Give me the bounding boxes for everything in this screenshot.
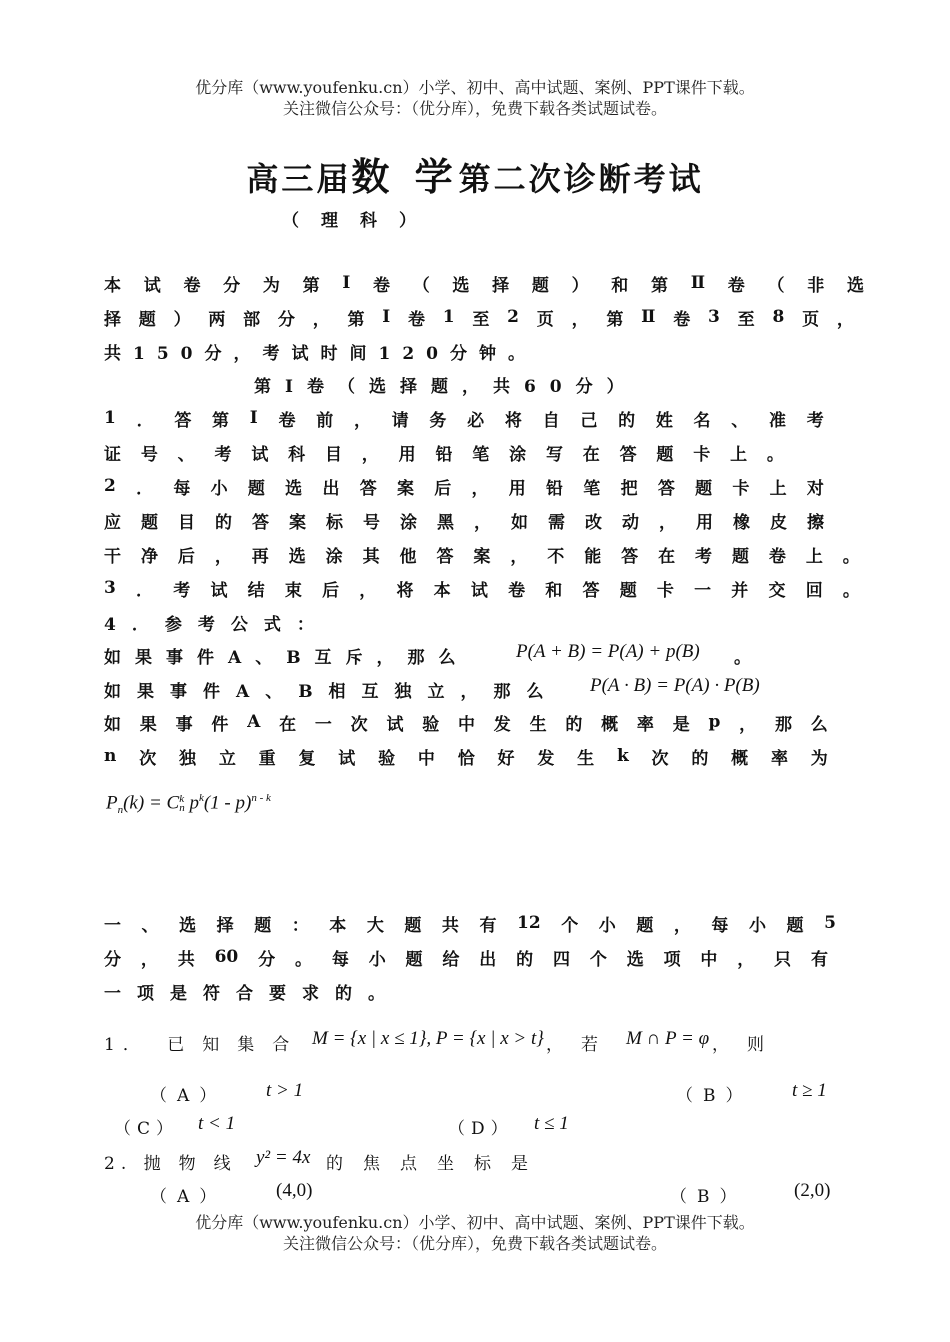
q2-option-b-value: (2,0) xyxy=(794,1180,831,1201)
q2-stem-end: 的焦点坐标是 xyxy=(326,1154,548,1174)
part1-line1: 一 、 选 择 题 ： 本 大 题 共 有 12 个 小 题 ， 每 小 题 5 xyxy=(104,913,836,936)
question-2 xyxy=(104,1149,249,1174)
instruction-2a: 2 ． 每 小 题 选 出 答 案 后 ， 用 铅 笔 把 答 题 卡 上 对 xyxy=(104,476,824,499)
formula1-text: 如果事件A、B互斥，那么 xyxy=(104,648,470,668)
formula2-math: P(A · B) = P(A) · P(B) xyxy=(590,675,760,696)
q2-stem-math: y² = 4x xyxy=(256,1147,311,1168)
q2-stem-text: 抛物线 xyxy=(143,1154,249,1174)
title-part3: 第二次诊断考试 xyxy=(458,160,704,198)
intro-line2: 择 题 ） 两 部 分 ， 第 Ⅰ 卷 1 至 2 页 ， 第 Ⅱ 卷 3 至 8 页 ， xyxy=(104,307,854,330)
q2-number: 2. xyxy=(104,1154,133,1174)
q1-option-c-label[interactable]: （C） xyxy=(114,1119,180,1139)
instruction-3: 3 ． 考 试 结 束 后 ， 将 本 试 卷 和 答 题 卡 一 并 交 回 。 xyxy=(104,578,860,601)
title-subject: 数 学 xyxy=(351,154,459,199)
q1-number: 1． xyxy=(104,1035,148,1055)
q1-stem-math: M = {x | x ≤ 1}, P = {x | x > t} xyxy=(312,1028,544,1049)
q1-stem-end: ，则 xyxy=(712,1035,782,1055)
f3-tail: (1 - p) xyxy=(203,792,252,814)
part1-line3: 一项是符合要求的。 xyxy=(104,984,401,1004)
formula3-math xyxy=(106,792,271,816)
title-part1: 高三届 xyxy=(246,160,352,198)
page-footer-line2: 关注微信公众号：（优分库），免费下载各类试题试卷。 xyxy=(282,1234,667,1253)
q1-option-d-label[interactable]: （D） xyxy=(448,1119,514,1139)
intro-line1: 本 试 卷 分 为 第 Ⅰ 卷 （ 选 择 题 ） 和 第 Ⅱ 卷 （ 非 选 xyxy=(104,273,864,296)
f3-pk-sup: k xyxy=(198,792,204,804)
instruction-1a: 1 ． 答 第 Ⅰ 卷 前 ， 请 务 必 将 自 己 的 姓 名 、 准 考 xyxy=(104,408,824,431)
f3-c-sup: k xyxy=(179,792,185,805)
f3-c-sub: n xyxy=(179,801,185,814)
instruction-4: 4．参考公式： xyxy=(104,615,330,635)
f3-pk: p xyxy=(184,792,199,814)
q1-stem-mid: ，若 xyxy=(546,1035,616,1055)
q1-stem-text: 已知集合 xyxy=(167,1035,308,1055)
instruction-2b: 应 题 目 的 答 案 标 号 涂 黑 ， 如 需 改 动 ， 用 橡 皮 擦 xyxy=(104,512,824,533)
q1-option-d-value: t ≤ 1 xyxy=(534,1113,569,1134)
f3-rest: (k) = C xyxy=(123,792,180,814)
q1-option-b-value: t ≥ 1 xyxy=(792,1080,827,1101)
exam-title xyxy=(0,146,950,201)
intro-line3: 共150分，考试时间120分钟。 xyxy=(104,343,537,364)
section1-heading: 第Ⅰ卷（选择题，共60分） xyxy=(254,377,638,397)
f3-p-sub: n xyxy=(117,804,124,817)
q1-stem-math2: M ∩ P = φ xyxy=(626,1028,710,1049)
f3-p: P xyxy=(106,792,118,814)
q1-option-b-label[interactable]: （B） xyxy=(676,1086,753,1106)
formula3-line-a: 如 果 事 件 A 在 一 次 试 验 中 发 生 的 概 率 是 p ， 那 么 xyxy=(104,712,828,735)
q2-option-a-value: (4,0) xyxy=(276,1180,313,1201)
instruction-1b: 证 号 、 考 试 科 目 ， 用 铅 笔 涂 写 在 答 题 卡 上 。 xyxy=(104,444,784,465)
instruction-2c: 干 净 后 ， 再 选 涂 其 他 答 案 ， 不 能 答 在 考 题 卷 上 。 xyxy=(104,546,860,567)
q2-option-b-label[interactable]: （B） xyxy=(670,1187,747,1207)
formula1-end: 。 xyxy=(734,648,751,668)
q1-option-a-value: t > 1 xyxy=(266,1080,304,1101)
exam-subtitle: （理科） xyxy=(282,211,438,231)
question-1 xyxy=(104,1030,307,1055)
formula2-text: 如果事件A、B相互独立，那么 xyxy=(104,682,560,702)
formula1-math: P(A + B) = P(A) + p(B) xyxy=(516,641,700,662)
page-header-line2: 关注微信公众号：（优分库），免费下载各类试题试卷。 xyxy=(282,99,667,118)
q2-option-a-label[interactable]: （A） xyxy=(150,1187,227,1207)
f3-tail-sup: n - k xyxy=(251,792,271,804)
q1-option-a-label[interactable]: （A） xyxy=(150,1086,227,1106)
part1-line2: 分 ， 共 60 分 。 每 小 题 给 出 的 四 个 选 项 中 ， 只 有 xyxy=(104,947,828,970)
page-footer-line1: 优分库（www.youfenku.cn）小学、初中、高中试题、案例、PPT课件下载。 xyxy=(195,1213,755,1232)
formula3-line-b: n 次 独 立 重 复 试 验 中 恰 好 发 生 k 次 的 概 率 为 xyxy=(104,746,828,769)
q1-option-c-value: t < 1 xyxy=(198,1113,236,1134)
page-header-line1: 优分库（www.youfenku.cn）小学、初中、高中试题、案例、PPT课件下载。 xyxy=(195,78,755,97)
